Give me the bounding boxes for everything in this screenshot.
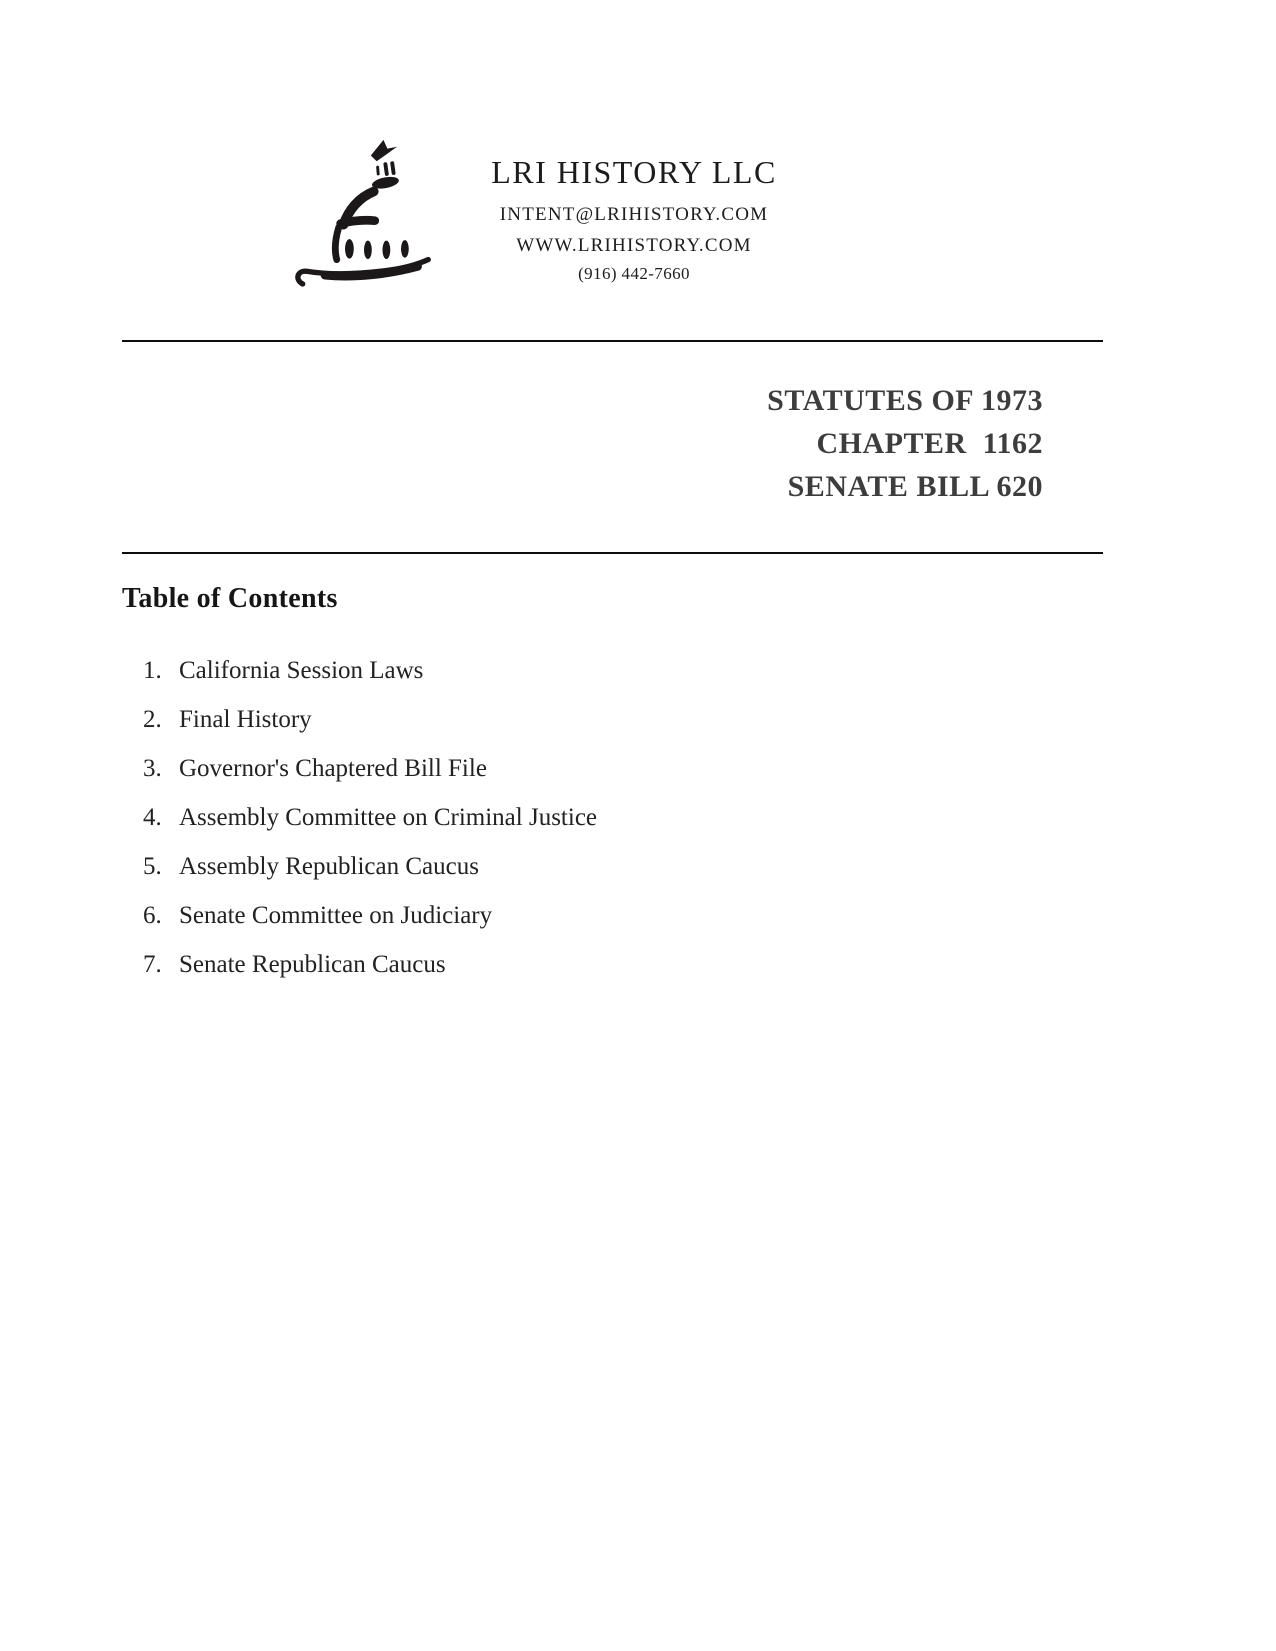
toc-item	[143, 695, 597, 744]
toc-item	[143, 842, 597, 891]
toc-item-label: Final History	[179, 705, 312, 733]
toc-item-number: 1.	[143, 656, 162, 684]
toc-item-label: California Session Laws	[179, 656, 424, 684]
capitol-dome-logo-icon	[291, 126, 437, 292]
toc-item-label: Assembly Republican Caucus	[179, 852, 479, 880]
toc-item-number: 2.	[143, 705, 162, 733]
company-name: LRI HISTORY LLC	[491, 154, 777, 190]
company-phone: (916) 442-7660	[578, 264, 690, 283]
toc-heading: Table of Contents	[122, 583, 338, 614]
company-website: WWW.LRIHISTORY.COM	[516, 235, 752, 256]
toc-item	[143, 646, 597, 695]
chapter-line: CHAPTER 1162	[816, 427, 1043, 460]
toc-item-label: Senate Republican Caucus	[179, 950, 446, 978]
statutes-year-line: STATUTES OF 1973	[767, 384, 1043, 417]
toc-item-number: 7.	[143, 950, 162, 978]
toc-item-number: 6.	[143, 901, 162, 929]
divider-bottom	[122, 552, 1103, 554]
toc-item	[143, 744, 597, 793]
toc-item	[143, 793, 597, 842]
toc-item-label: Senate Committee on Judiciary	[179, 901, 493, 929]
senate-bill-line: SENATE BILL 620	[787, 470, 1043, 503]
toc-item-label: Governor's Chaptered Bill File	[179, 754, 487, 782]
toc-item-number: 3.	[143, 754, 162, 782]
toc-list	[143, 646, 597, 989]
company-email: INTENT@LRIHISTORY.COM	[499, 204, 769, 225]
toc-item-number: 4.	[143, 803, 162, 831]
statute-reference-block	[640, 379, 1043, 508]
toc-item-number: 5.	[143, 852, 162, 880]
toc-item-label: Assembly Committee on Criminal Justice	[179, 803, 598, 831]
toc-item	[143, 940, 597, 989]
divider-top	[122, 340, 1103, 342]
toc-item	[143, 891, 597, 940]
